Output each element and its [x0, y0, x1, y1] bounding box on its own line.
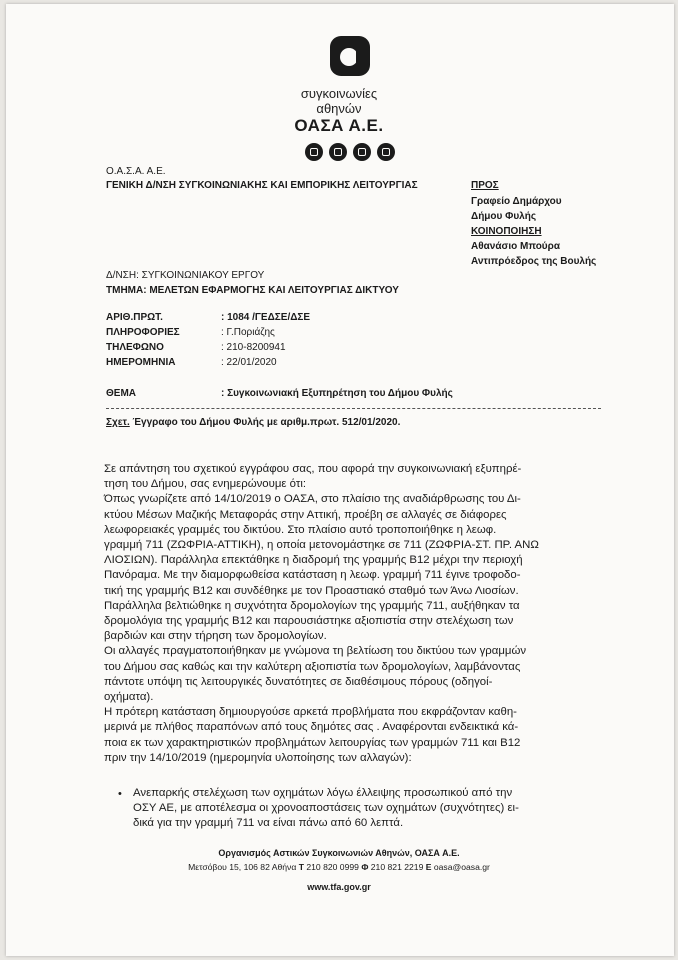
body-line: Παράλληλα βελτιώθηκε η συχνότητα δρομολογίων της γραμμής 711, αυξήθηκαν τα	[104, 599, 520, 612]
protocol-label: ΑΡΙΘ.ΠΡΩΤ.	[106, 312, 163, 323]
body-text	[104, 462, 601, 766]
date-value: : 22/01/2020	[221, 357, 277, 368]
bullet-line: δικά για την γραμμή 711 να είναι πάνω από 60 λεπτά.	[133, 817, 404, 830]
footer-email: oasa@oasa.gr	[433, 862, 490, 872]
phone-value: : 210-8200941	[221, 342, 286, 353]
protocol-value: : 1084 /ΓΕΔΣΕ/ΔΣΕ	[221, 312, 311, 323]
reference-label: Σχετ.	[106, 417, 130, 428]
bus-icon	[305, 143, 323, 161]
cc-line-2: Αντιπρόεδρος της Βουλής	[471, 256, 597, 267]
body-line: Σε απάντηση του σχετικού εγγράφου σας, που αφορά την συγκοινωνιακή εξυπηρέ-	[104, 463, 522, 475]
footer-address: Μετσόβου 15, 106 82 Αθήνα	[188, 862, 297, 872]
body-line: οχήματα).	[104, 691, 154, 704]
bullet-text	[133, 786, 603, 832]
info-label: ΠΛΗΡΟΦΟΡΙΕΣ	[106, 327, 180, 338]
body-line: πάντοτε υπόψη τις λειτουργικές δυνατότητες σε διαθέσιμους πόρους (οδηγοί-	[104, 675, 493, 688]
to-line-2: Δήμου Φυλής	[471, 211, 537, 222]
body-line: πριν την 14/10/2019 (ημερομηνία υλοποίησης των αλλαγών):	[104, 751, 412, 764]
body-line: κτύου Μέσων Μαζικής Μεταφοράς στην Αττική, προέβη σε αλλαγές σε διάφορες	[104, 508, 507, 521]
body-line: Η πρότερη κατάσταση δημιουργούσε αρκετά προβλήματα που εκφράζονταν καθη-	[104, 706, 517, 719]
tram-icon	[377, 143, 395, 161]
cc-label: ΚΟΙΝΟΠΟΙΗΣΗ	[471, 226, 542, 237]
body-line: Όπως γνωρίζετε από 14/10/2019 ο ΟΑΣΑ, στο πλαίσιο της αναδιάρθρωσης του Δι-	[104, 493, 521, 506]
separator-rule	[106, 408, 601, 409]
brand-line-1: συγκοινωνίες	[300, 86, 378, 101]
oasa-logo-icon	[330, 36, 370, 76]
to-line-1: Γραφείο Δημάρχου	[471, 196, 562, 207]
subject-value: : Συγκοινωνιακή Εξυπηρέτηση του Δήμου Φυλής	[221, 388, 453, 399]
body-line: λεωφορειακές γραμμές του δικτύου. Στο πλαίσιο αυτό τροποποιήθηκε η λεωφ.	[104, 523, 497, 536]
footer-phone: 210 820 0999	[306, 862, 359, 872]
footer-fax: 210 821 2219	[370, 862, 424, 872]
body-line: τική της γραμμής Β12 και συνδέθηκε με τον Προαστιακό σταθμό των Άνω Λιοσίων.	[104, 584, 519, 597]
body-line: γραμμή 711 (ΖΩΦΡΙΑ-ΑΤΤΙΚΗ), η οποία μετονομάστηκε σε 711 (ΖΩΦΡΙΑ-ΣΤ. ΠΡ. ΑΝΩ	[104, 539, 539, 552]
reference-line	[106, 417, 400, 428]
department: ΤΜΗΜΑ: ΜΕΛΕΤΩΝ ΕΦΑΡΜΟΓΗΣ ΚΑΙ ΛΕΙΤΟΥΡΓΙΑΣ ΔΙΚΤΥΟΥ	[106, 285, 399, 296]
footer-fax-label: Φ	[361, 862, 369, 872]
footer-contact	[0, 862, 678, 872]
brand-name: ΟΑΣΑ Α.Ε.	[294, 116, 384, 135]
bullet-line: ΟΣΥ ΑΕ, με αποτέλεσμα οι χρονοαποστάσεις των οχημάτων (συχνότητες) ει-	[133, 802, 519, 815]
body-line: βαρδιών και στην τήρηση των δρομολογίων.	[104, 630, 327, 643]
cc-line-1: Αθανάσιο Μπούρα	[471, 241, 560, 252]
sender-division: ΓΕΝΙΚΗ Δ/ΝΣΗ ΣΥΓΚΟΙΝΩΝΙΑΚΗΣ ΚΑΙ ΕΜΠΟΡΙΚΗΣ ΛΕΙΤΟΥΡΓΙΑΣ	[106, 180, 418, 191]
sender-org: Ο.Α.Σ.Α. Α.Ε.	[106, 166, 166, 177]
body-line: Οι αλλαγές πραγματοποιήθηκαν με γνώμονα τη βελτίωση του δικτύου των γραμμών	[104, 645, 527, 658]
footer-website: www.tfa.gov.gr	[307, 882, 371, 892]
body-line: μερινά με πλήθος παραπόνων από τους δημότες σας . Αναφέρονται ενδεικτικά κά-	[104, 721, 519, 734]
info-value: : Γ.Ποριάζης	[221, 327, 275, 338]
body-line: Πανόραμα. Με την διαμορφωθείσα κατάσταση η λεωφ. γραμμή 711 έγινε τροφοδο-	[104, 569, 521, 582]
directorate: Δ/ΝΣΗ: ΣΥΓΚΟΙΝΩΝΙΑΚΟΥ ΕΡΓΟΥ	[106, 270, 265, 281]
body-line: δρομολόγια της γραμμής Β12 και παρουσιάστηκε αξιοπιστία στην στελέχωση των	[104, 615, 514, 628]
body-line: ΛΙΟΣΙΩΝ). Παράλληλα επεκτάθηκε η διαδρομή της γραμμής Β12 μέχρι την περιοχή	[104, 554, 523, 567]
metro-icon	[353, 143, 371, 161]
footer-org-name: Οργανισμός Αστικών Συγκοινωνιών Αθηνών, ΟΑΣΑ Α.Ε.	[218, 848, 460, 858]
bullet-line: Ανεπαρκής στελέχωση των οχημάτων λόγω έλλειψης προσωπικού από την	[133, 787, 513, 799]
bullet-symbol: •	[118, 788, 122, 800]
to-label: ΠΡΟΣ	[471, 180, 499, 191]
trolley-icon	[329, 143, 347, 161]
body-line: ποια εκ των χαρακτηριστικών προβλημάτων λειτουργίας των γραμμών 711 και Β12	[104, 736, 521, 749]
brand-line-2: αθηνών	[316, 101, 362, 116]
subject-label: ΘΕΜΑ	[106, 388, 136, 399]
body-line: τηση του Δήμου, σας ενημερώνουμε ότι:	[104, 478, 307, 491]
reference-value: Έγγραφο του Δήμου Φυλής με αριθμ.πρωτ. 512/01/2020.	[132, 417, 401, 428]
footer-email-label: E	[425, 862, 432, 872]
phone-label: ΤΗΛΕΦΩΝΟ	[106, 342, 164, 353]
transport-icons	[305, 143, 395, 161]
footer-phone-label: Τ	[298, 862, 304, 872]
date-label: ΗΜΕΡΟΜΗΝΙΑ	[106, 357, 176, 368]
body-line: του Δήμου σας καθώς και την καλύτερη αξιοπιστία των δρομολογίων, λαμβάνοντας	[104, 660, 521, 673]
